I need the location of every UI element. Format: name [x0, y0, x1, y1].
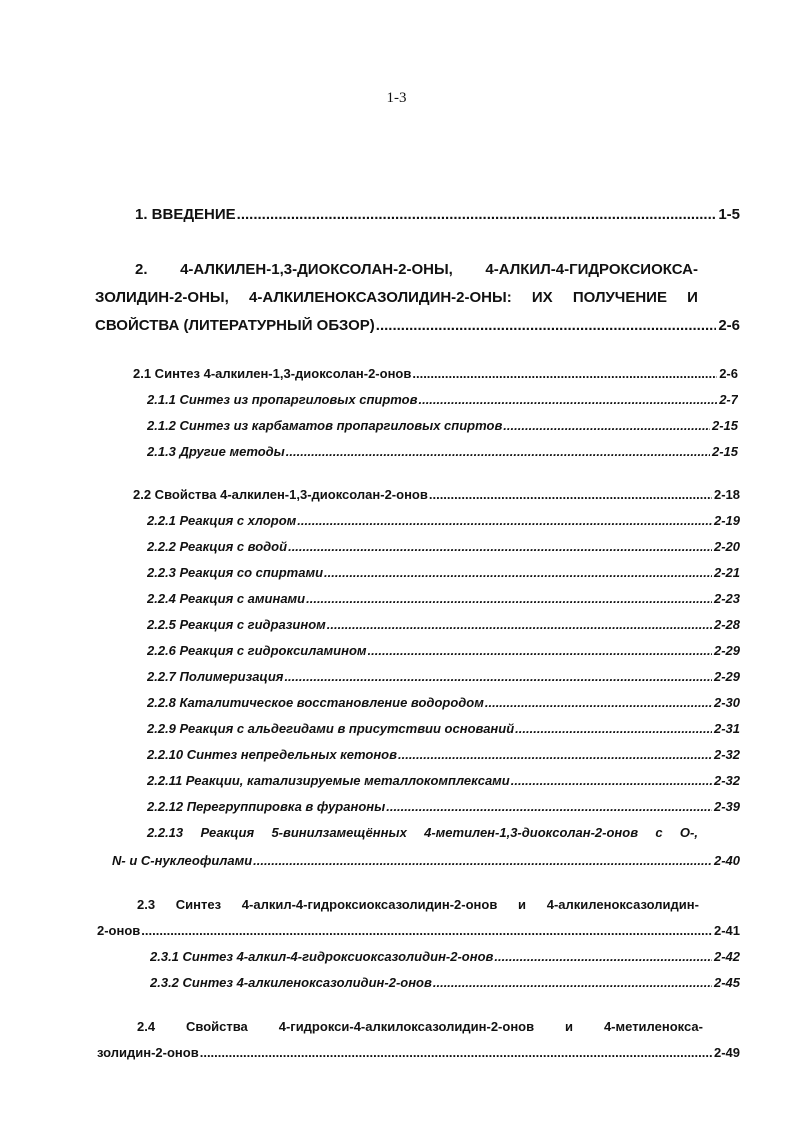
- toc-entry-title: N- и С-нуклеофилами: [112, 853, 253, 868]
- toc-entry-title: 2.2.3 Реакция со спиртами: [147, 565, 324, 580]
- toc-entry-page: 2-32: [713, 747, 740, 762]
- toc-chapter2-line1[interactable]: 2. 4-АЛКИЛЕН-1,3-ДИОКСОЛАН-2-ОНЫ, 4-АЛКИЛ-4-ГИДРОКСИОКСА-: [135, 261, 698, 278]
- toc-entry-page: 2-29: [713, 643, 740, 658]
- dot-leader: [511, 773, 712, 788]
- toc-entry-title: 2.2.1 Реакция с хлором: [147, 513, 297, 528]
- toc-subsection-2-2-6[interactable]: [147, 643, 740, 658]
- toc-subsection-2-2-1[interactable]: [147, 513, 740, 528]
- toc-entry-page: 2-39: [713, 799, 740, 814]
- toc-entry-title: 2.1 Синтез 4-алкилен-1,3-диоксолан-2-онов: [133, 366, 412, 381]
- toc-subsection-2-2-9[interactable]: [147, 721, 740, 736]
- page-number: 1-3: [386, 90, 407, 106]
- toc-subsection-2-1-2[interactable]: [147, 418, 738, 433]
- toc-entry-title: 2.2.6 Реакция с гидроксиламином: [147, 643, 367, 658]
- dot-leader: [253, 853, 712, 868]
- toc-section-2-4-line1[interactable]: 2.4 Свойства 4-гидрокси-4-алкилоксазолидин-2-онов и 4-метиленокса-: [137, 1019, 703, 1034]
- dot-leader: [503, 418, 710, 433]
- toc-entry-page: 2-30: [713, 695, 740, 710]
- toc-entry-title: 2.1.2 Синтез из карбаматов пропаргиловых спиртов: [147, 418, 503, 433]
- toc-subsection-2-2-8[interactable]: [147, 695, 740, 710]
- dot-leader: [286, 444, 710, 459]
- toc-subsection-2-3-1[interactable]: [150, 949, 740, 964]
- toc-entry-title: 2.2.5 Реакция с гидразином: [147, 617, 326, 632]
- toc-entry-title: 2.2.9 Реакция с альдегидами в присутствии оснований: [147, 721, 515, 736]
- dot-leader: [386, 799, 712, 814]
- toc-entry-title: 2.2.11 Реакции, катализируемые металлокомплексами: [147, 773, 510, 788]
- toc-entry-title: 2.1.1 Синтез из пропаргиловых спиртов: [147, 392, 418, 407]
- toc-entry-title: 2.3.1 Синтез 4-алкил-4-гидроксиоксазолидин-2-онов: [150, 949, 494, 964]
- toc-section-2-3-line2[interactable]: [97, 923, 740, 938]
- toc-entry-title: 2.2.4 Реакция с аминами: [147, 591, 306, 606]
- dot-leader: [398, 747, 712, 762]
- dot-leader: [485, 695, 712, 710]
- dot-leader: [237, 206, 717, 223]
- toc-section-2-4-line2[interactable]: [97, 1045, 740, 1060]
- dot-leader: [284, 669, 712, 684]
- toc-subsection-2-2-7[interactable]: [147, 669, 740, 684]
- toc-entry-title: 2.2.12 Перегруппировка в фураноны: [147, 799, 386, 814]
- toc-subsection-2-2-4[interactable]: [147, 591, 740, 606]
- toc-entry-page: 2-49: [713, 1045, 740, 1060]
- toc-entry-title: 1. ВВЕДЕНИЕ: [135, 206, 236, 223]
- toc-chapter2-line3[interactable]: [95, 317, 740, 334]
- toc-subsection-2-2-13-line2[interactable]: [112, 853, 740, 868]
- toc-entry-page: 2-40: [713, 853, 740, 868]
- toc-chapter2-line2[interactable]: ЗОЛИДИН-2-ОНЫ, 4-АЛКИЛЕНОКСАЗОЛИДИН-2-ОНЫ: ИХ ПОЛУЧЕНИЕ И: [95, 289, 698, 306]
- toc-entry-page: 2-15: [711, 418, 738, 433]
- dot-leader: [376, 317, 717, 334]
- toc-entry-title: 2.2.8 Каталитическое восстановление водородом: [147, 695, 484, 710]
- toc-entry-page: 2-31: [713, 721, 740, 736]
- dot-leader: [412, 366, 717, 381]
- toc-entry-page: 2-32: [713, 773, 740, 788]
- toc-entry-page: 2-15: [711, 444, 738, 459]
- dot-leader: [297, 513, 712, 528]
- toc-entry-page: 2-6: [719, 366, 738, 381]
- dot-leader: [327, 617, 712, 632]
- toc-subsection-2-2-5[interactable]: [147, 617, 740, 632]
- toc-entry-page: 2-42: [713, 949, 740, 964]
- dot-leader: [306, 591, 712, 606]
- toc-subsection-2-2-13-line1[interactable]: 2.2.13 Реакция 5-винилзамещённых 4-метилен-1,3-диоксолан-2-онов с O-,: [147, 825, 698, 840]
- toc-entry-title: 2.2.2 Реакция с водой: [147, 539, 288, 554]
- toc-entry-title: 2.2.10 Синтез непредельных кетонов: [147, 747, 397, 762]
- toc-entry-page: 2-28: [713, 617, 740, 632]
- dot-leader: [368, 643, 712, 658]
- toc-subsection-2-2-12[interactable]: [147, 799, 740, 814]
- toc-section-2-3-line1[interactable]: 2.3 Синтез 4-алкил-4-гидроксиоксазолидин-2-онов и 4-алкиленоксазолидин-: [137, 897, 699, 912]
- toc-entry-title: 2.2 Свойства 4-алкилен-1,3-диоксолан-2-онов: [133, 487, 428, 502]
- toc-section-2-1[interactable]: [133, 366, 738, 381]
- toc-entry-title: 2.2.7 Полимеризация: [147, 669, 284, 684]
- toc-entry-page: 2-7: [719, 392, 738, 407]
- toc-entry-title: СВОЙСТВА (ЛИТЕРАТУРНЫЙ ОБЗОР): [95, 317, 375, 334]
- toc-entry-page: 2-41: [713, 923, 740, 938]
- dot-leader: [494, 949, 712, 964]
- toc-entry-title: 2.1.3 Другие методы: [147, 444, 285, 459]
- toc-entry-page: 2-45: [713, 975, 740, 990]
- dot-leader: [515, 721, 712, 736]
- dot-leader: [433, 975, 712, 990]
- toc-entry-title: золидин-2-онов: [97, 1045, 199, 1060]
- toc-subsection-2-1-1[interactable]: [147, 392, 738, 407]
- toc-subsection-2-2-3[interactable]: [147, 565, 740, 580]
- dot-leader: [288, 539, 712, 554]
- toc-subsection-2-2-11[interactable]: [147, 773, 740, 788]
- toc-entry-page: 2-23: [713, 591, 740, 606]
- toc-subsection-2-2-10[interactable]: [147, 747, 740, 762]
- dot-leader: [324, 565, 712, 580]
- toc-section-2-2[interactable]: [133, 487, 740, 502]
- dot-leader: [200, 1045, 712, 1060]
- toc-entry-page: 2-20: [713, 539, 740, 554]
- toc-entry-page: 2-18: [713, 487, 740, 502]
- toc-entry-page: 1-5: [718, 206, 740, 223]
- toc-entry-title: 2.3.2 Синтез 4-алкиленоксазолидин-2-онов: [150, 975, 432, 990]
- toc-entry-page: 2-19: [713, 513, 740, 528]
- toc-subsection-2-2-2[interactable]: [147, 539, 740, 554]
- toc-entry-page: 2-29: [713, 669, 740, 684]
- toc-entry-page: 2-21: [713, 565, 740, 580]
- toc-entry-page: 2-6: [718, 317, 740, 334]
- toc-entry-intro[interactable]: [135, 206, 740, 223]
- toc-subsection-2-3-2[interactable]: [150, 975, 740, 990]
- dot-leader: [141, 923, 712, 938]
- dot-leader: [418, 392, 717, 407]
- dot-leader: [429, 487, 712, 502]
- toc-subsection-2-1-3[interactable]: [147, 444, 738, 459]
- toc-entry-title: 2-онов: [97, 923, 141, 938]
